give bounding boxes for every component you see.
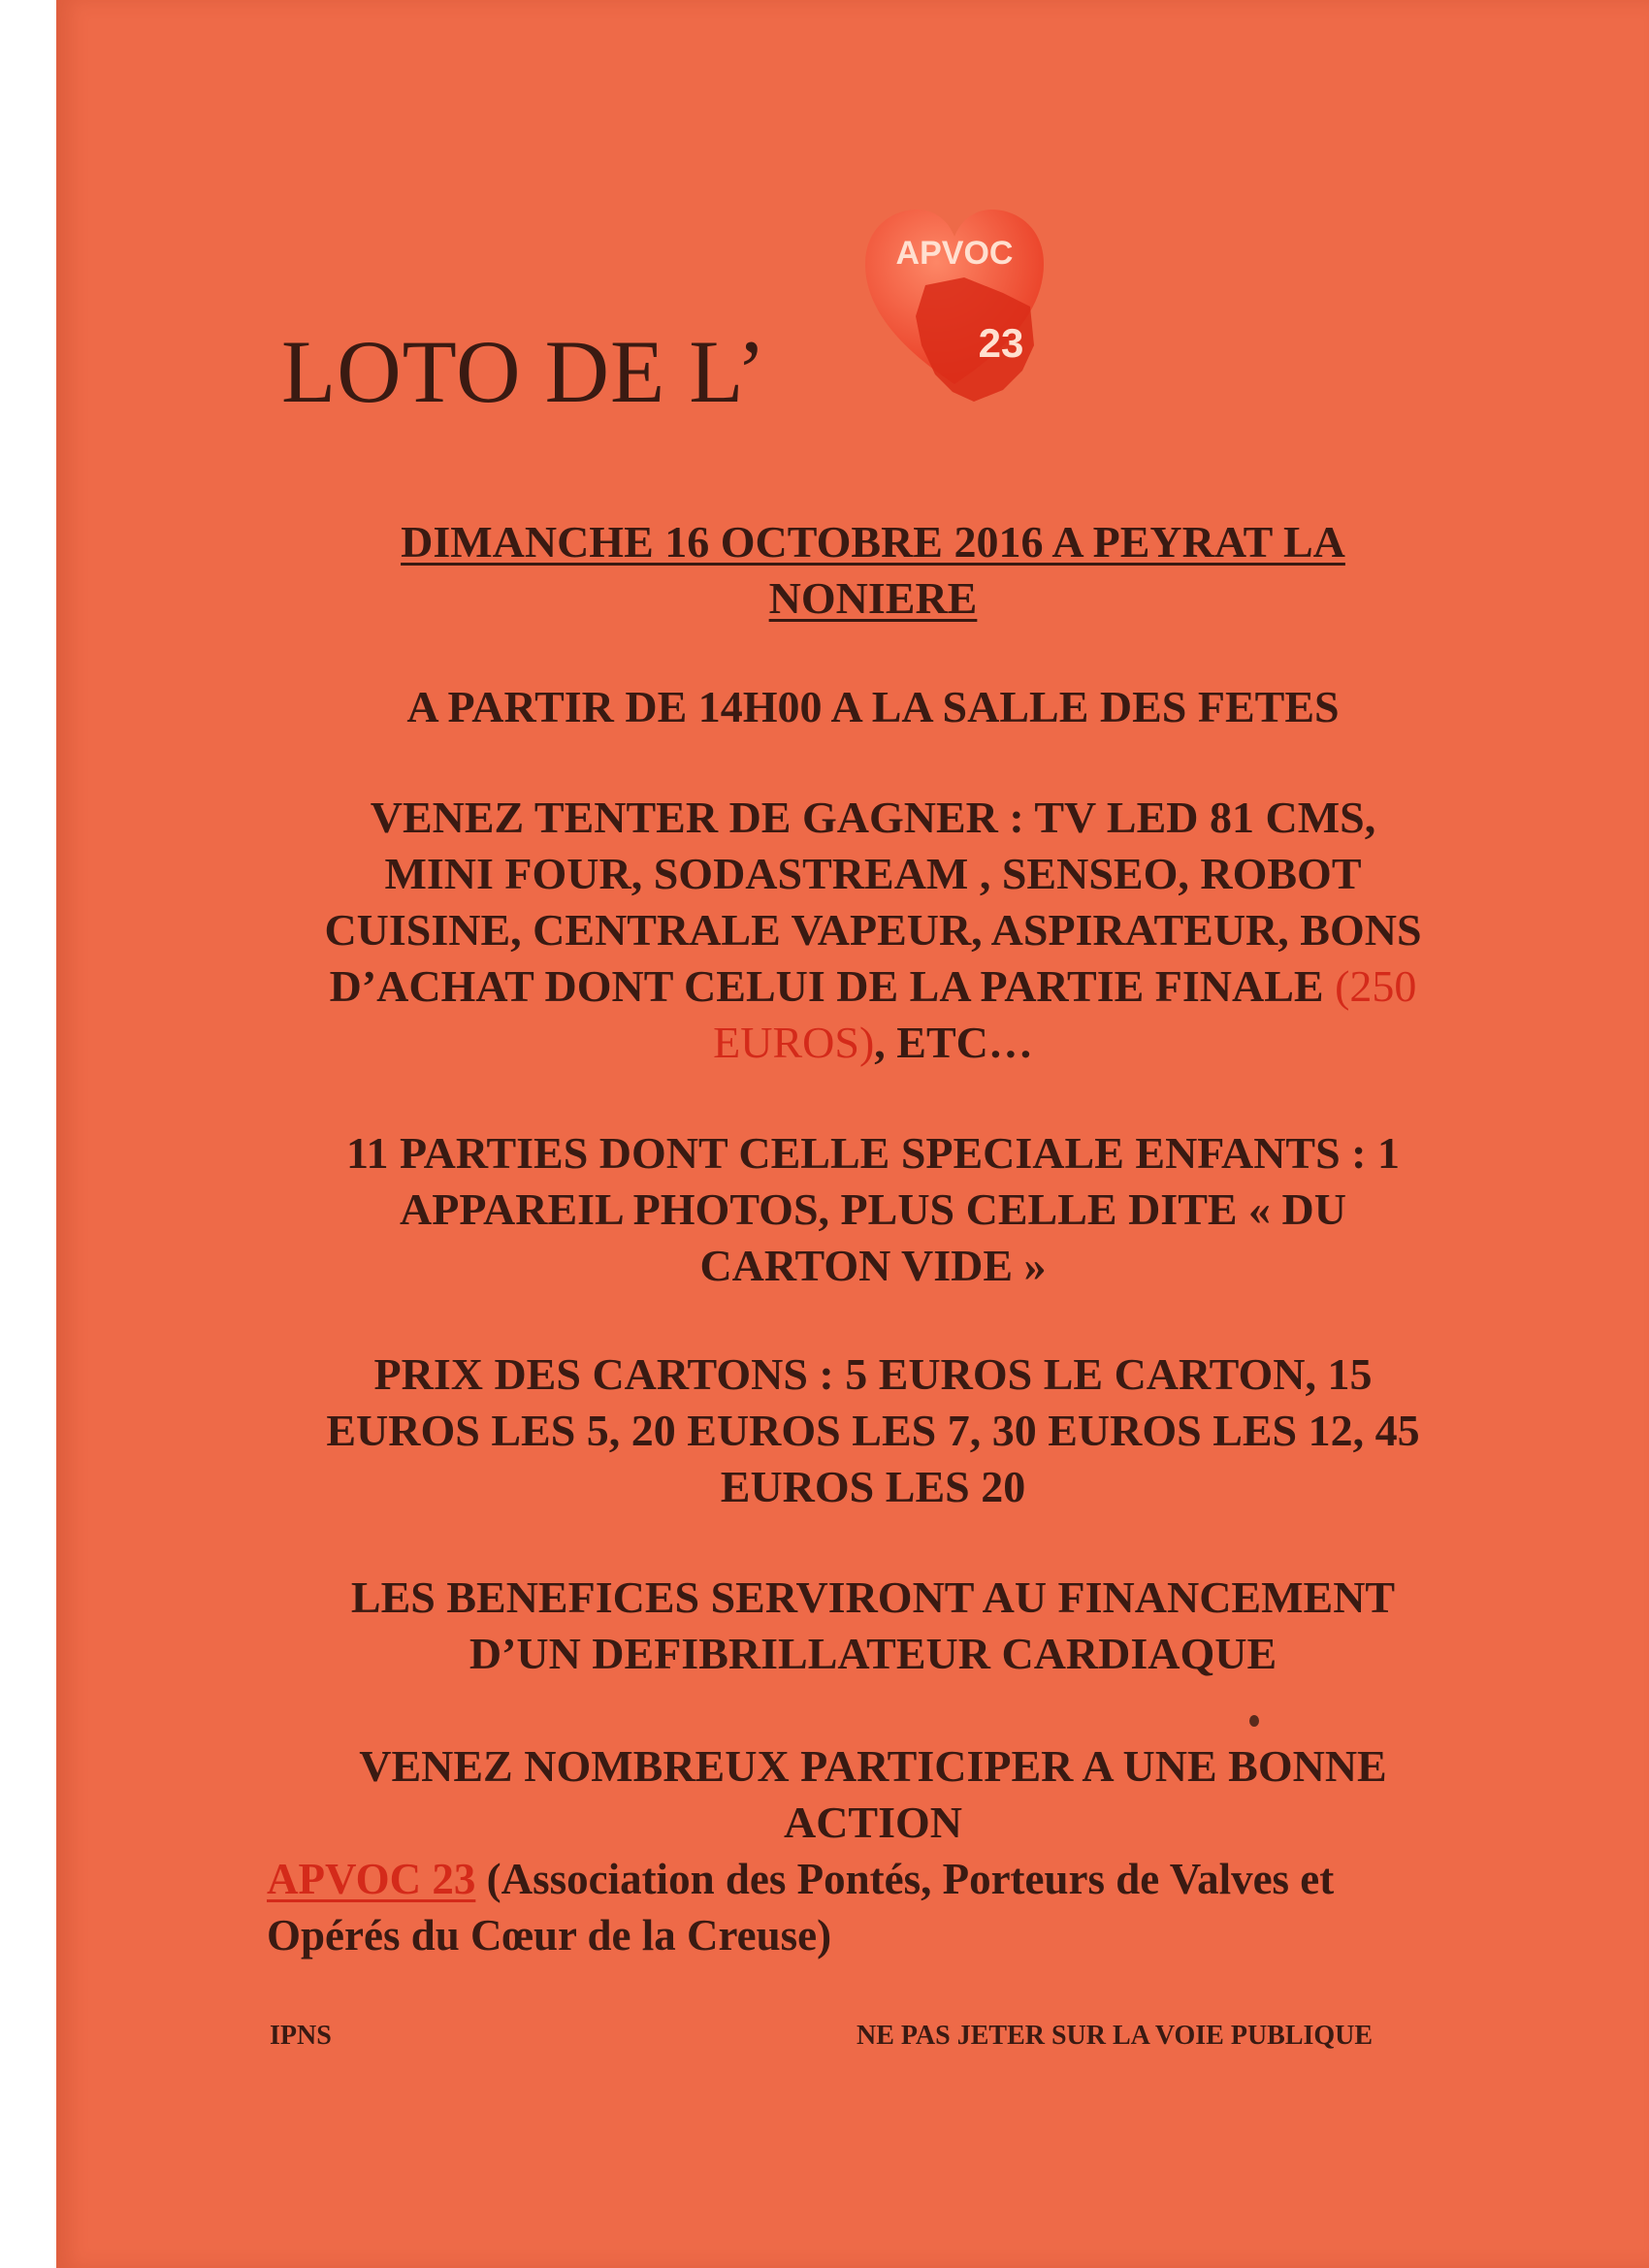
prizes-line-5-text: , ETC… — [874, 1018, 1033, 1067]
apvoc-heart-logo-icon — [857, 200, 1051, 413]
prices-line-3: EUROS LES 20 — [720, 1462, 1026, 1511]
association-acronym: APVOC 23 — [267, 1855, 476, 1903]
benefits-paragraph — [242, 1570, 1504, 1682]
logo-name: APVOC — [895, 235, 1014, 272]
date-line-1: DIMANCHE 16 OCTOBRE 2016 A PEYRAT LA — [401, 517, 1345, 567]
prices-line-2: EUROS LES 5, 20 EUROS LES 7, 30 EUROS LES 12, 45 — [326, 1406, 1420, 1455]
date-location — [242, 514, 1504, 627]
benefits-line-2: D’UN DEFIBRILLATEUR CARDIAQUE — [469, 1629, 1277, 1678]
time-line: A PARTIR DE 14H00 A LA SALLE DES FETES — [406, 682, 1340, 731]
games-line-1: 11 PARTIES DONT CELLE SPECIALE ENFANTS : 1 — [345, 1128, 1400, 1178]
prizes-line-4-text: D’ACHAT DONT CELUI DE LA PARTIE FINALE — [329, 961, 1336, 1011]
paper-speck — [1249, 1715, 1259, 1727]
prizes-line-3: CUISINE, CENTRALE VAPEUR, ASPIRATEUR, BONS — [324, 905, 1422, 955]
prizes-amount-start: (250 — [1335, 961, 1417, 1011]
prices-line-1: PRIX DES CARTONS : 5 EUROS LE CARTON, 15 — [373, 1349, 1373, 1399]
prizes-paragraph — [242, 790, 1504, 1071]
flyer-title: LOTO DE L’ — [281, 322, 767, 421]
games-line-2: APPAREIL PHOTOS, PLUS CELLE DITE « DU — [400, 1184, 1346, 1234]
footer-notice: NE PAS JETER SUR LA VOIE PUBLIQUE — [857, 2021, 1374, 2051]
call-line-2: ACTION — [783, 1798, 963, 1847]
prices-paragraph — [242, 1346, 1504, 1515]
association-line-2: Opérés du Cœur de la Creuse) — [267, 1911, 832, 1960]
call-to-action — [242, 1738, 1504, 1851]
prizes-line-2: MINI FOUR, SODASTREAM , SENSEO, ROBOT — [384, 849, 1362, 898]
prizes-line-4 — [242, 958, 1504, 1015]
prizes-line-1: VENEZ TENTER DE GAGNER : TV LED 81 CMS, — [370, 793, 1376, 842]
association-name-start: (Association des Pontés, Porteurs de Valves et — [475, 1855, 1335, 1903]
games-line-3: CARTON VIDE » — [699, 1241, 1047, 1290]
association-info — [267, 1851, 1528, 1963]
prizes-amount-end: EUROS) — [713, 1018, 875, 1067]
footer-ipns: IPNS — [270, 2021, 332, 2051]
prizes-line-5 — [242, 1015, 1504, 1071]
games-paragraph — [242, 1125, 1504, 1294]
benefits-line-1: LES BENEFICES SERVIRONT AU FINANCEMENT — [350, 1572, 1396, 1622]
call-line-1: VENEZ NOMBREUX PARTICIPER A UNE BONNE — [359, 1741, 1387, 1791]
event-time — [242, 679, 1504, 735]
date-line-2: NONIERE — [768, 573, 978, 623]
logo-number: 23 — [978, 320, 1024, 366]
association-line-1 — [267, 1851, 1528, 1907]
